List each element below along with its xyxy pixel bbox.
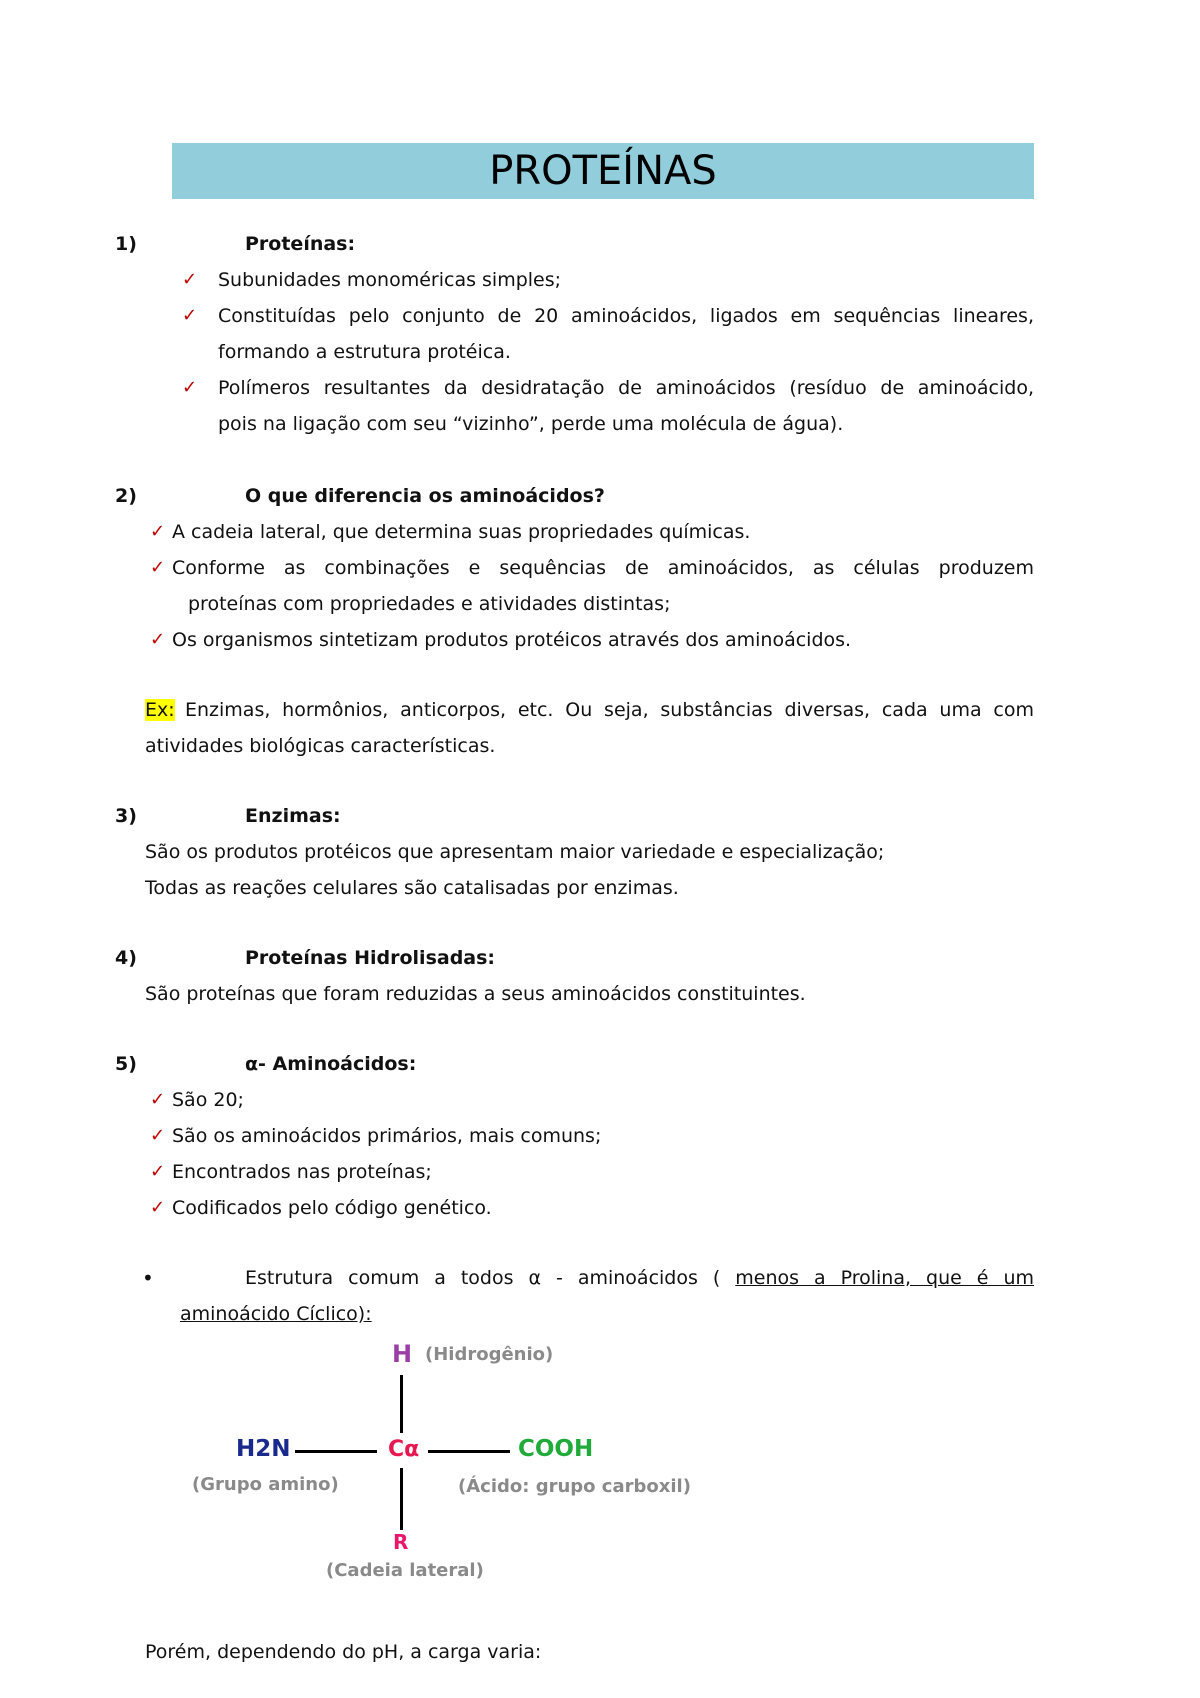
s2-bullet-2-line-2: proteínas com propriedades e atividades distintas;	[188, 593, 671, 615]
check-icon: ✓	[150, 1089, 166, 1110]
bond-right	[428, 1450, 510, 1453]
s5-bullet-3: Encontrados nas proteínas;	[172, 1161, 432, 1183]
section-3-number: 3)	[115, 805, 137, 827]
page-title: PROTEÍNAS	[172, 143, 1034, 199]
structure-line-1-underlined: menos a Prolina, que é um	[735, 1267, 1034, 1289]
bond-left	[295, 1450, 377, 1453]
bullet-icon: •	[142, 1266, 154, 1290]
carboxyl-caption: (Ácido: grupo carboxil)	[458, 1476, 691, 1497]
s3-line-2: Todas as reações celulares são catalisadas por enzimas.	[145, 877, 679, 899]
amine-caption: (Grupo amino)	[192, 1474, 339, 1495]
check-icon: ✓	[182, 269, 198, 290]
example-line-1: Enzimas, hormônios, anticorpos, etc. Ou seja, substâncias diversas, cada uma com	[185, 699, 1034, 721]
section-5-heading: α- Aminoácidos:	[245, 1053, 417, 1075]
r-group-label: R	[393, 1530, 409, 1554]
s5-bullet-2: São os aminoácidos primários, mais comuns;	[172, 1125, 602, 1147]
carboxyl-label: COOH	[518, 1436, 594, 1462]
s2-bullet-1: A cadeia lateral, que determina suas propriedades químicas.	[172, 521, 751, 543]
structure-line-2: aminoácido Cíclico):	[180, 1303, 372, 1325]
section-2-number: 2)	[115, 485, 137, 507]
r-group-caption: (Cadeia lateral)	[326, 1560, 484, 1581]
bond-top	[400, 1375, 403, 1433]
check-icon: ✓	[150, 521, 166, 542]
structure-line-1-text: Estrutura comum a todos α - aminoácidos (	[245, 1267, 721, 1289]
bond-bottom	[400, 1468, 403, 1530]
structure-line-1	[245, 1266, 1034, 1290]
hydrogen-caption: (Hidrogênio)	[425, 1344, 554, 1365]
section-5-number: 5)	[115, 1053, 137, 1075]
check-icon: ✓	[182, 305, 198, 326]
s1-bullet-1: Subunidades monoméricas simples;	[218, 269, 562, 291]
s4-line-1: São proteínas que foram reduzidas a seus aminoácidos constituintes.	[145, 983, 806, 1005]
check-icon: ✓	[150, 1197, 166, 1218]
s5-bullet-1: São 20;	[172, 1089, 244, 1111]
check-icon: ✓	[150, 1161, 166, 1182]
example-label	[145, 698, 175, 722]
s1-bullet-3-line-2: pois na ligação com seu “vizinho”, perde uma molécula de água).	[218, 413, 844, 435]
amino-acid-structure-diagram	[180, 1340, 700, 1590]
example-highlight: Ex:	[145, 699, 175, 721]
section-2-heading: O que diferencia os aminoácidos?	[245, 485, 605, 507]
section-4-number: 4)	[115, 947, 137, 969]
amine-label: H2N	[236, 1436, 291, 1462]
s2-bullet-2-line-1: Conforme as combinações e sequências de aminoácidos, as células produzem	[172, 557, 1034, 579]
footer-text: Porém, dependendo do pH, a carga varia:	[145, 1641, 542, 1663]
check-icon: ✓	[150, 1125, 166, 1146]
section-3-heading: Enzimas:	[245, 805, 341, 827]
section-1-number: 1)	[115, 233, 137, 255]
alpha-carbon-label: Cα	[388, 1437, 420, 1462]
check-icon: ✓	[150, 557, 166, 578]
example-line-2: atividades biológicas características.	[145, 735, 496, 757]
hydrogen-label: H	[392, 1340, 413, 1368]
section-1-heading: Proteínas:	[245, 233, 356, 255]
s1-bullet-2-line-2: formando a estrutura protéica.	[218, 341, 511, 363]
s3-line-1: São os produtos protéicos que apresentam maior variedade e especialização;	[145, 841, 885, 863]
s2-bullet-3: Os organismos sintetizam produtos protéicos através dos aminoácidos.	[172, 629, 852, 651]
s1-bullet-2-line-1: Constituídas pelo conjunto de 20 aminoácidos, ligados em sequências lineares,	[218, 305, 1034, 327]
section-4-heading: Proteínas Hidrolisadas:	[245, 947, 496, 969]
check-icon: ✓	[150, 629, 166, 650]
s5-bullet-4: Codificados pelo código genético.	[172, 1197, 492, 1219]
s1-bullet-3-line-1: Polímeros resultantes da desidratação de aminoácidos (resíduo de aminoácido,	[218, 377, 1034, 399]
check-icon: ✓	[182, 377, 198, 398]
